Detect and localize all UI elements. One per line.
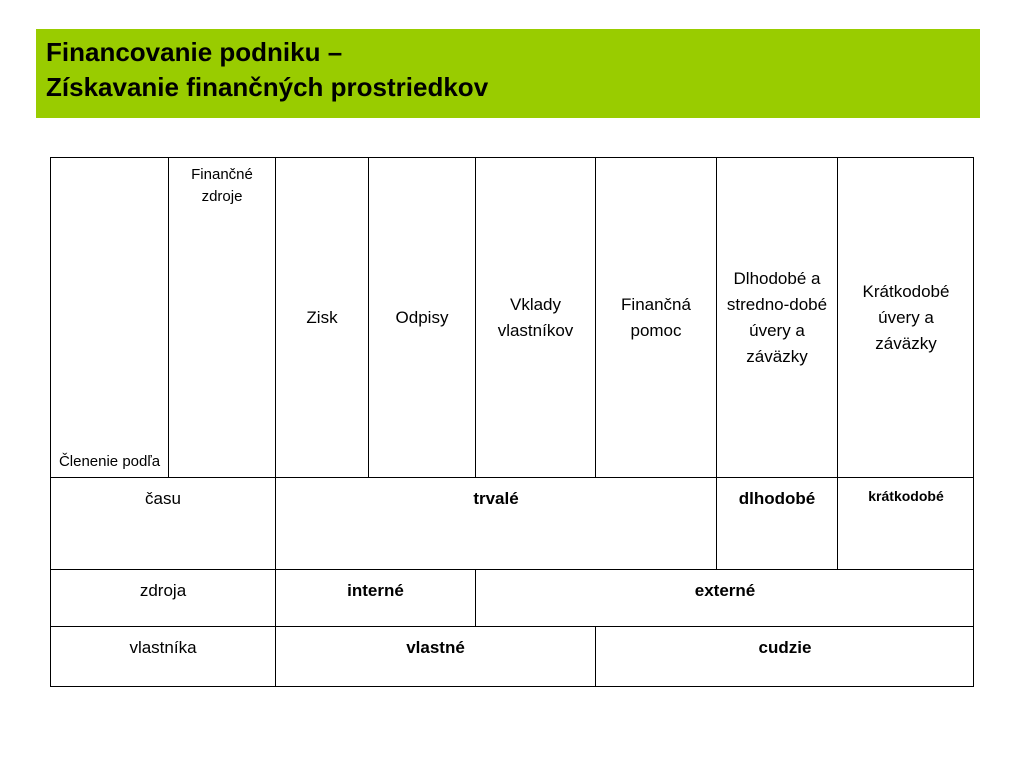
cell-value: trvalé [473, 489, 519, 508]
sources-label: Finančné zdroje [191, 166, 253, 205]
column-header-financna-pomoc [596, 158, 717, 478]
source-internal-cell [276, 570, 476, 627]
row-label-time [51, 478, 276, 570]
column-header-vklady [476, 158, 596, 478]
column-header-label: Vklady vlastníkov [497, 294, 574, 340]
row-label-owner [51, 627, 276, 686]
time-long-term-cell [717, 478, 838, 570]
corner-label-cell [51, 158, 169, 478]
slide-title-line-1: Financovanie podniku – [46, 37, 343, 67]
owner-own-cell [276, 627, 596, 686]
slide-title-bar [36, 29, 980, 118]
row-label: zdroja [139, 581, 187, 600]
column-header-kratkodobe-uvery [838, 158, 974, 478]
cell-value: dlhodobé [738, 489, 816, 508]
cell-value: externé [694, 581, 756, 600]
time-permanent-cell [276, 478, 717, 570]
column-header-label: Zisk [306, 307, 338, 327]
cell-value: interné [347, 581, 404, 600]
column-header-zisk [276, 158, 369, 478]
column-header-label: Odpisy [395, 307, 449, 327]
slide-title-line-2: Získavanie finančných prostriedkov [46, 72, 489, 102]
owner-foreign-cell [596, 627, 974, 686]
column-header-label: Dlhodobé a stredno-dobé úvery a záväzky [726, 268, 828, 366]
row-label-source [51, 570, 276, 627]
column-header-odpisy [369, 158, 476, 478]
column-header-dlhodobe-uvery [717, 158, 838, 478]
financing-sources-table [50, 157, 974, 687]
cell-value: cudzie [758, 638, 812, 657]
cell-value: krátkodobé [868, 488, 944, 504]
row-label: vlastníka [129, 638, 197, 657]
cell-value: vlastné [406, 638, 465, 657]
sources-label-cell [169, 158, 276, 478]
row-label: času [145, 489, 181, 508]
column-header-label: Krátkodobé úvery a záväzky [862, 281, 950, 353]
time-short-term-cell [838, 478, 974, 570]
column-header-label: Finančná pomoc [621, 294, 691, 340]
corner-label: Členenie podľa [58, 453, 161, 470]
source-external-cell [476, 570, 974, 627]
